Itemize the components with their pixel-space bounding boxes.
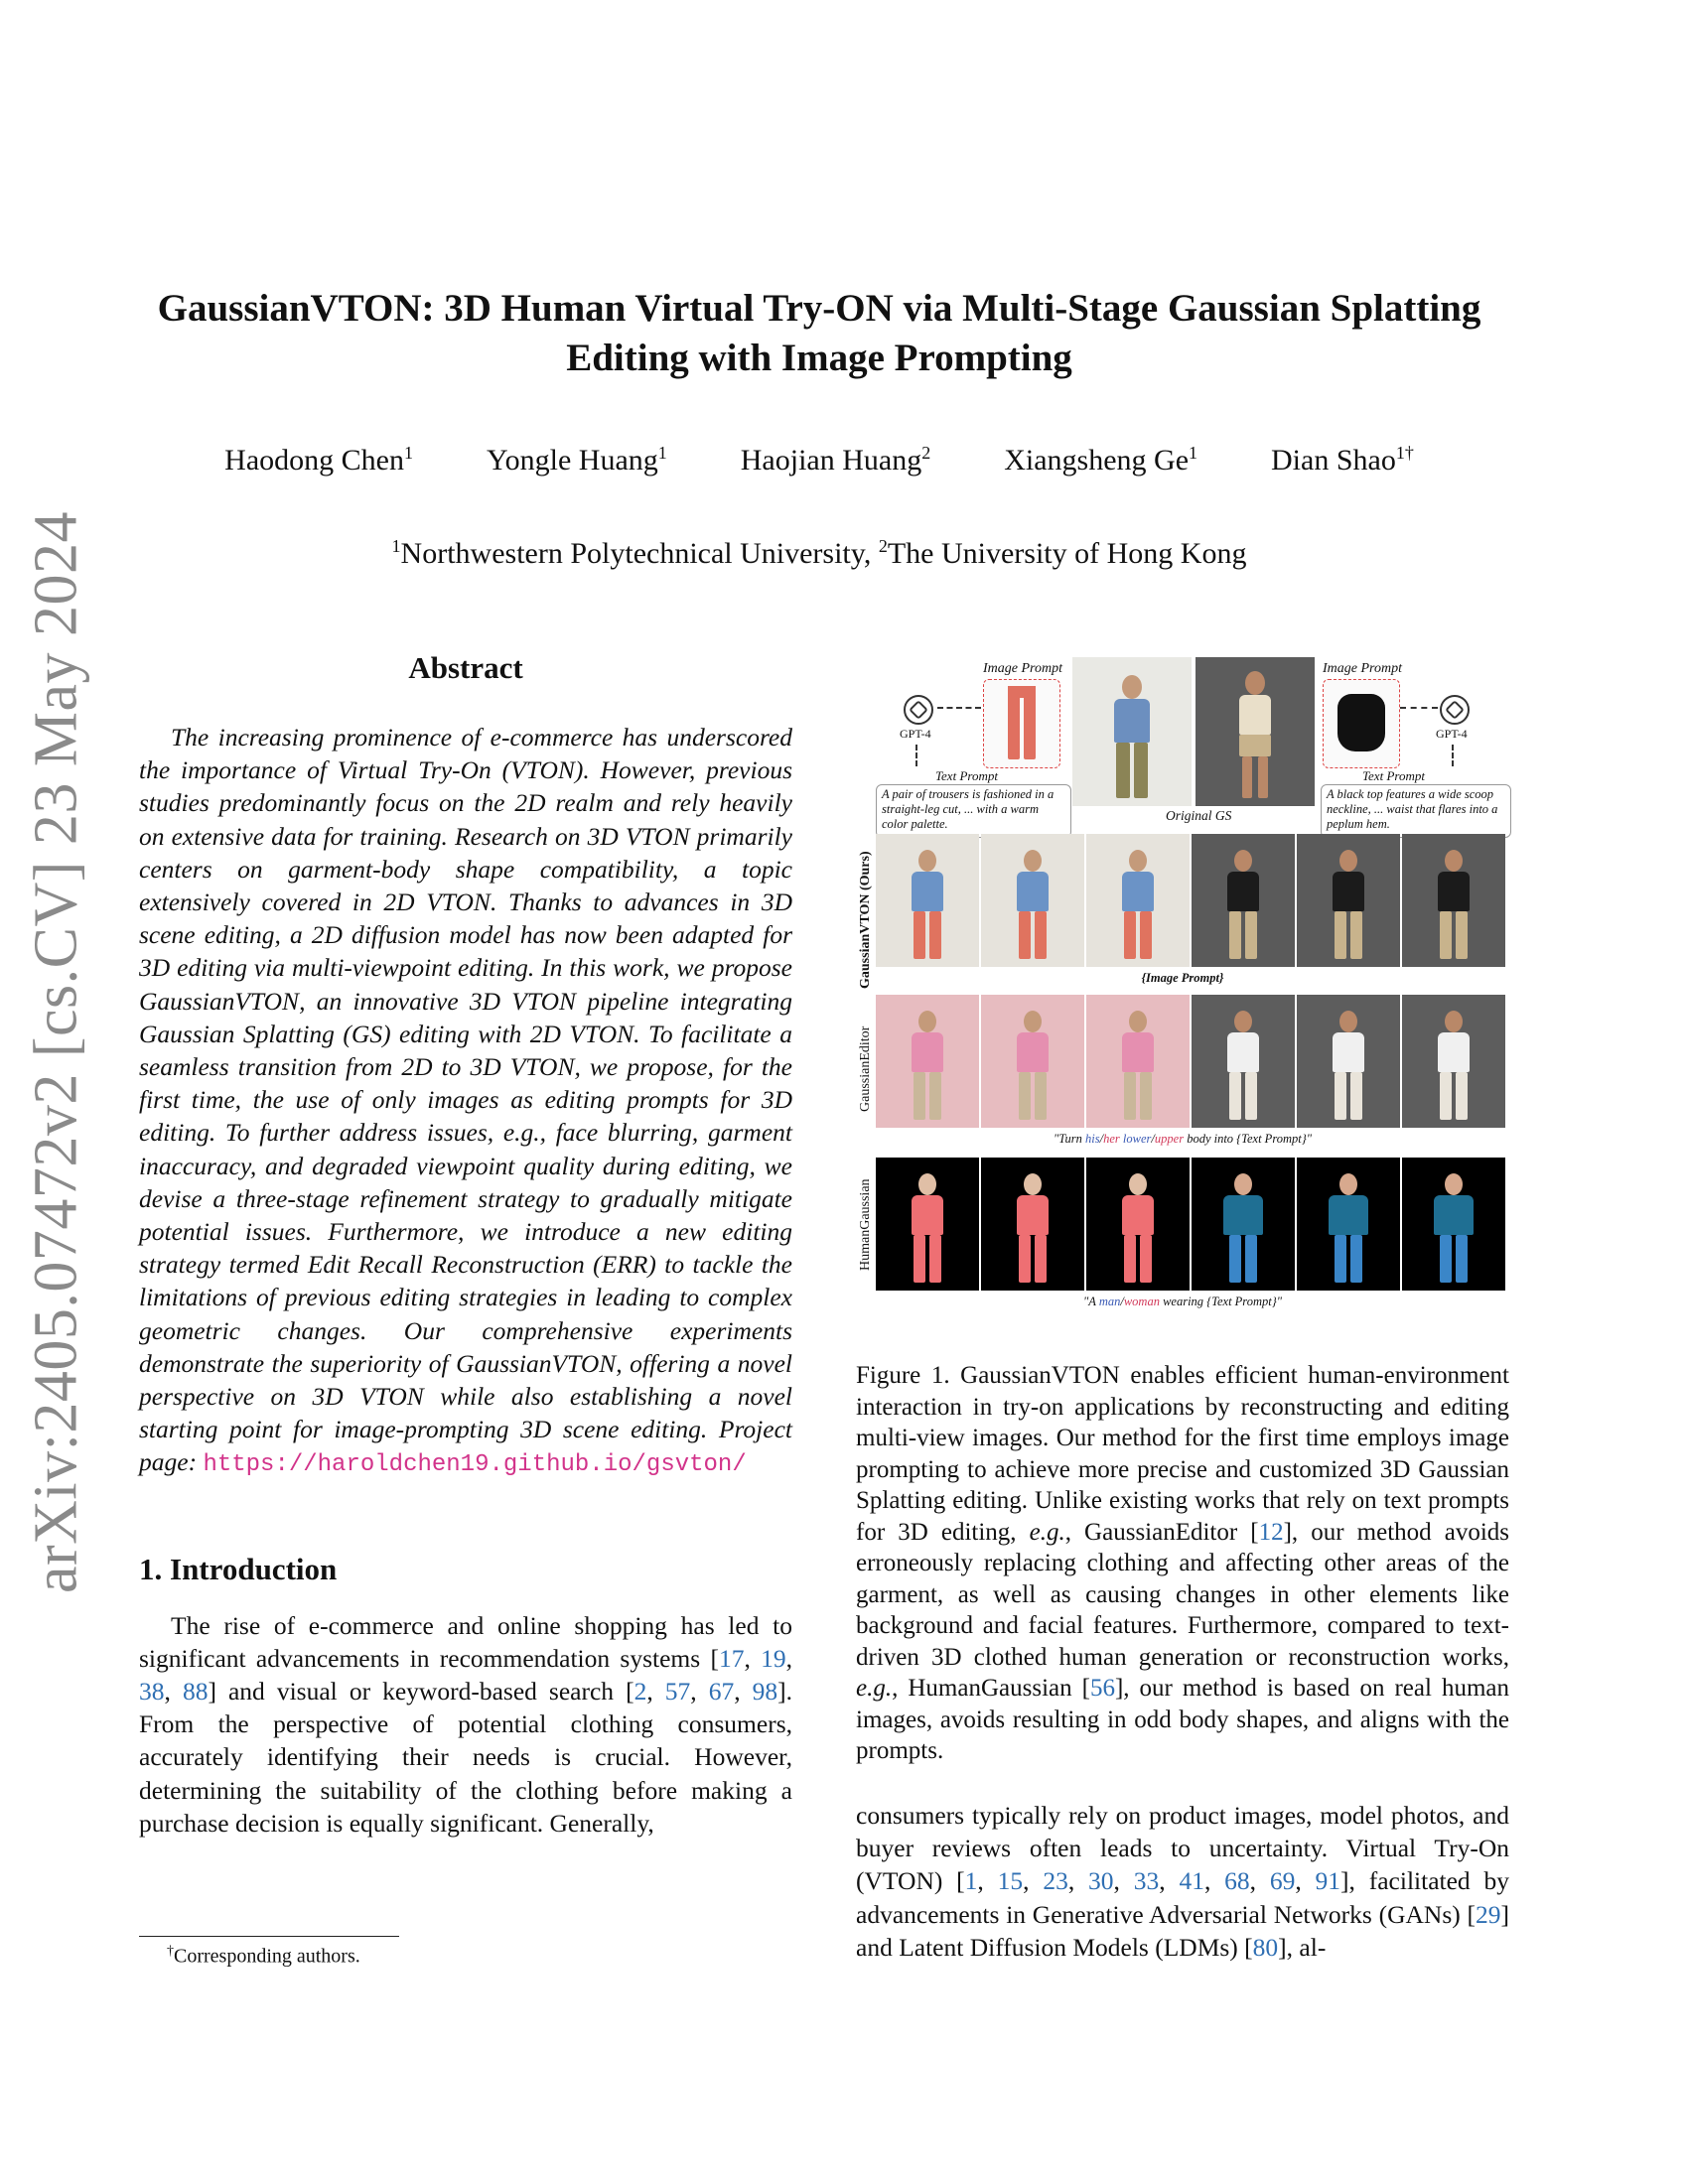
footnote: †Corresponding authors. (167, 1944, 360, 1968)
gpt4-label-left: GPT-4 (900, 727, 931, 741)
text-prompt-box-right: A black top features a wide scoop neckline, ... waist that flares into a peplum hem. (1321, 784, 1511, 838)
author: Yongle Huang$^1$ (486, 443, 667, 477)
openai-logo-icon (904, 695, 933, 725)
text-prompt-title-right: Text Prompt (1362, 768, 1425, 783)
author: Xiangsheng Ge$^1$ (1004, 443, 1198, 477)
trousers-icon (1008, 688, 1020, 759)
citation-link[interactable]: 23 (1043, 1866, 1068, 1896)
citation-link[interactable]: 2 (633, 1677, 647, 1706)
row-human-images (876, 1158, 1507, 1291)
arxiv-identifier-stamp (22, 510, 91, 1594)
image-prompt-box-right (1323, 679, 1400, 768)
arrow-gpt-right (1400, 707, 1438, 709)
figure-panel-image (1297, 834, 1400, 967)
row-editor-images (876, 995, 1507, 1128)
citation-link[interactable]: 57 (664, 1677, 691, 1706)
citation-link[interactable]: 29 (1476, 1899, 1501, 1929)
citation-link[interactable]: 68 (1224, 1866, 1250, 1896)
figure-panel-image (981, 995, 1084, 1128)
image-prompt-label-right: Image Prompt (1323, 661, 1402, 676)
figure-panel-image (1402, 1158, 1505, 1291)
figure-panel-image (1402, 834, 1505, 967)
citation-link[interactable]: 67 (708, 1677, 735, 1706)
project-page-link[interactable]: https://haroldchen19.github.io/gsvton/ (203, 1451, 747, 1479)
citation-link[interactable]: 12 (1258, 1518, 1284, 1546)
left-column (139, 645, 792, 1840)
citation-link[interactable]: 69 (1269, 1866, 1296, 1896)
figure-panel-image (1086, 1158, 1190, 1291)
title-line-2: Editing with Image Prompting (566, 337, 1072, 379)
black-top-icon (1337, 694, 1385, 751)
figure-panel-image (1402, 995, 1505, 1128)
original-photo-woman (1196, 657, 1315, 806)
trousers-icon (1024, 688, 1036, 759)
image-prompt-box-left (983, 679, 1060, 768)
figure-panel-image (1086, 834, 1190, 967)
original-photo-man (1072, 657, 1192, 806)
openai-logo-icon (1440, 695, 1470, 725)
citation-link[interactable]: 56 (1089, 1675, 1115, 1702)
citation-link[interactable]: 98 (752, 1677, 778, 1706)
arrow-gpt-down-left (915, 745, 917, 766)
arxiv-id-text: arXiv:2405.07472v2 [cs.CV] 23 May 2024 (22, 510, 90, 1594)
title-line-1: GaussianVTON: 3D Human Virtual Try-ON via Multi-Stage Gaussian Splatting (157, 287, 1481, 330)
figure-panel-image (1297, 1158, 1400, 1291)
row-ours-images (876, 834, 1507, 967)
figure-1-caption: Figure 1. GaussianVTON enables efficient human-environment interaction in try-on applications by reconstructing and editing multi-view images. Our method for the first time employs image prompting to achieve more precise and customized 3D Gaussian Splatting editing. Unlike existing works that rely on text prompts for 3D editing, e.g., GaussianEditor [12], our method avoids erroneously replacing clothing and affecting other areas of the garment, as well as causing changes in other elements like background and facial features. Furthermore, compared to text-driven 3D clothed human generation or reconstruction works, e.g., HumanGaussian [56], our method is based on real human images, avoids resulting in odd body shapes, and aligns with the prompts. (856, 1362, 1509, 1764)
introduction-heading: 1. Introduction (139, 1551, 338, 1586)
citation-link[interactable]: 15 (997, 1866, 1024, 1896)
text-prompt-title-left: Text Prompt (935, 768, 998, 783)
author-list (139, 443, 1499, 478)
original-gs-label: Original GS (1166, 808, 1232, 823)
right-column-body (856, 1799, 1509, 1964)
affiliations: $^1$Northwestern Polytechnical University, $^2$The University of Hong Kong (391, 536, 1247, 570)
footnote-rule (139, 1936, 399, 1937)
figure-panel-image (876, 834, 979, 967)
right-column (856, 655, 1509, 1767)
caption-ours: {Image Prompt} (1141, 971, 1224, 985)
arrow-gpt-left (937, 707, 981, 709)
gpt4-label-right: GPT-4 (1436, 727, 1468, 741)
citation-link[interactable]: 80 (1252, 1932, 1279, 1962)
caption-human: "A man/woman wearing {Text Prompt}" (1083, 1295, 1282, 1308)
citation-link[interactable]: 41 (1179, 1866, 1204, 1896)
row-label-human: HumanGaussian (858, 1178, 873, 1271)
author: Haodong Chen$^1$ (224, 443, 413, 477)
figure-panel-image (876, 995, 979, 1128)
caption-editor: "Turn his/her lower/upper body into {Text Prompt}" (1054, 1132, 1312, 1146)
figure-panel-image (1192, 995, 1295, 1128)
abstract-heading: Abstract (408, 650, 523, 685)
citation-link[interactable]: 91 (1315, 1866, 1341, 1896)
body-paragraph: consumers typically rely on product images, model photos, and buyer reviews often leads to uncertainty. Virtual Try-On (VTON) [1, 15, 23, 30, 33, 41, 68, 69, 91], facilitated by advancements in Generative Adversarial Networks (GANs) [29] and Latent Diffusion Models (LDMs) [80], al- (856, 1801, 1510, 1962)
figure-panel-image (1192, 834, 1295, 967)
trousers-icon (1008, 686, 1036, 698)
image-prompt-label-left: Image Prompt (983, 661, 1062, 676)
row-label-editor: GaussianEditor (858, 1025, 873, 1112)
figure-panel-image (1192, 1158, 1295, 1291)
introduction-paragraph: The rise of e-commerce and online shopping has led to significant advancements in recommendation systems [17, 19, 38, 88] and visual or keyword-based search [2, 57, 67, 98]. From the perspective of potential clothing consumers, accurately identifying their needs is crucial. However, determining the suitability of the clothing before making a purchase decision is equally significant. Generally, (139, 1610, 793, 1838)
abstract-body: The increasing prominence of e-commerce has underscored the importance of Virtual Try-On (VTON). However, previous studies predominantly focus on the 2D realm and rely heavily on extensive data for training. Research on 3D VTON primarily centers on garment-body shape compatibility, a topic extensively covered in 2D VTON. Thanks to advances in 3D scene editing, a 2D diffusion model has now been adapted for 3D editing via multi-viewpoint editing. In this work, we propose GaussianVTON, an innovative 3D VTON pipeline integrating Gaussian Splatting (GS) editing with 2D VTON. To facilitate a seamless transition from 2D to 3D VTON, we propose, for the first time, the use of only images as editing prompts for 3D editing. To further address issues, e.g., face blurring, garment inaccuracy, and degraded viewpoint quality during editing, we devise a three-stage refinement strategy to gradually mitigate potential issues. Furthermore, we introduce a new editing strategy termed Edit Recall Reconstruction (ERR) to tackle the limitations of previous editing strategies in leading to complex geometric changes. Our comprehensive experiments demonstrate the superiority of GaussianVTON, offering a novel perspective on 3D VTON while also establishing a novel starting point for image-prompting 3D scene editing. Project page: https://haroldchen19.github.io/gsvton/ (139, 723, 792, 1479)
figure-panel-image (981, 834, 1084, 967)
paper-title (139, 284, 1499, 383)
figure-panel-image (1297, 995, 1400, 1128)
text-prompt-box-left: A pair of trousers is fashioned in a straight-leg cut, ... with a warm color palette. (876, 784, 1071, 838)
citation-link[interactable]: 19 (761, 1643, 786, 1673)
figure-panel-image (1086, 995, 1190, 1128)
row-label-ours: GaussianVTON (Ours) (858, 851, 873, 989)
figure-1 (856, 655, 1509, 1330)
citation-link[interactable]: 33 (1133, 1866, 1160, 1896)
arrow-gpt-down-right (1452, 745, 1454, 766)
citation-link[interactable]: 17 (718, 1643, 745, 1673)
citation-link[interactable]: 88 (182, 1677, 209, 1706)
author: Dian Shao$^{1\dagger}$ (1271, 443, 1414, 477)
author: Haojian Huang$^2$ (740, 443, 931, 477)
citation-link[interactable]: 1 (964, 1866, 978, 1896)
figure-panel-image (876, 1158, 979, 1291)
figure-panel-image (981, 1158, 1084, 1291)
citation-link[interactable]: 38 (139, 1677, 165, 1706)
citation-link[interactable]: 30 (1088, 1866, 1114, 1896)
